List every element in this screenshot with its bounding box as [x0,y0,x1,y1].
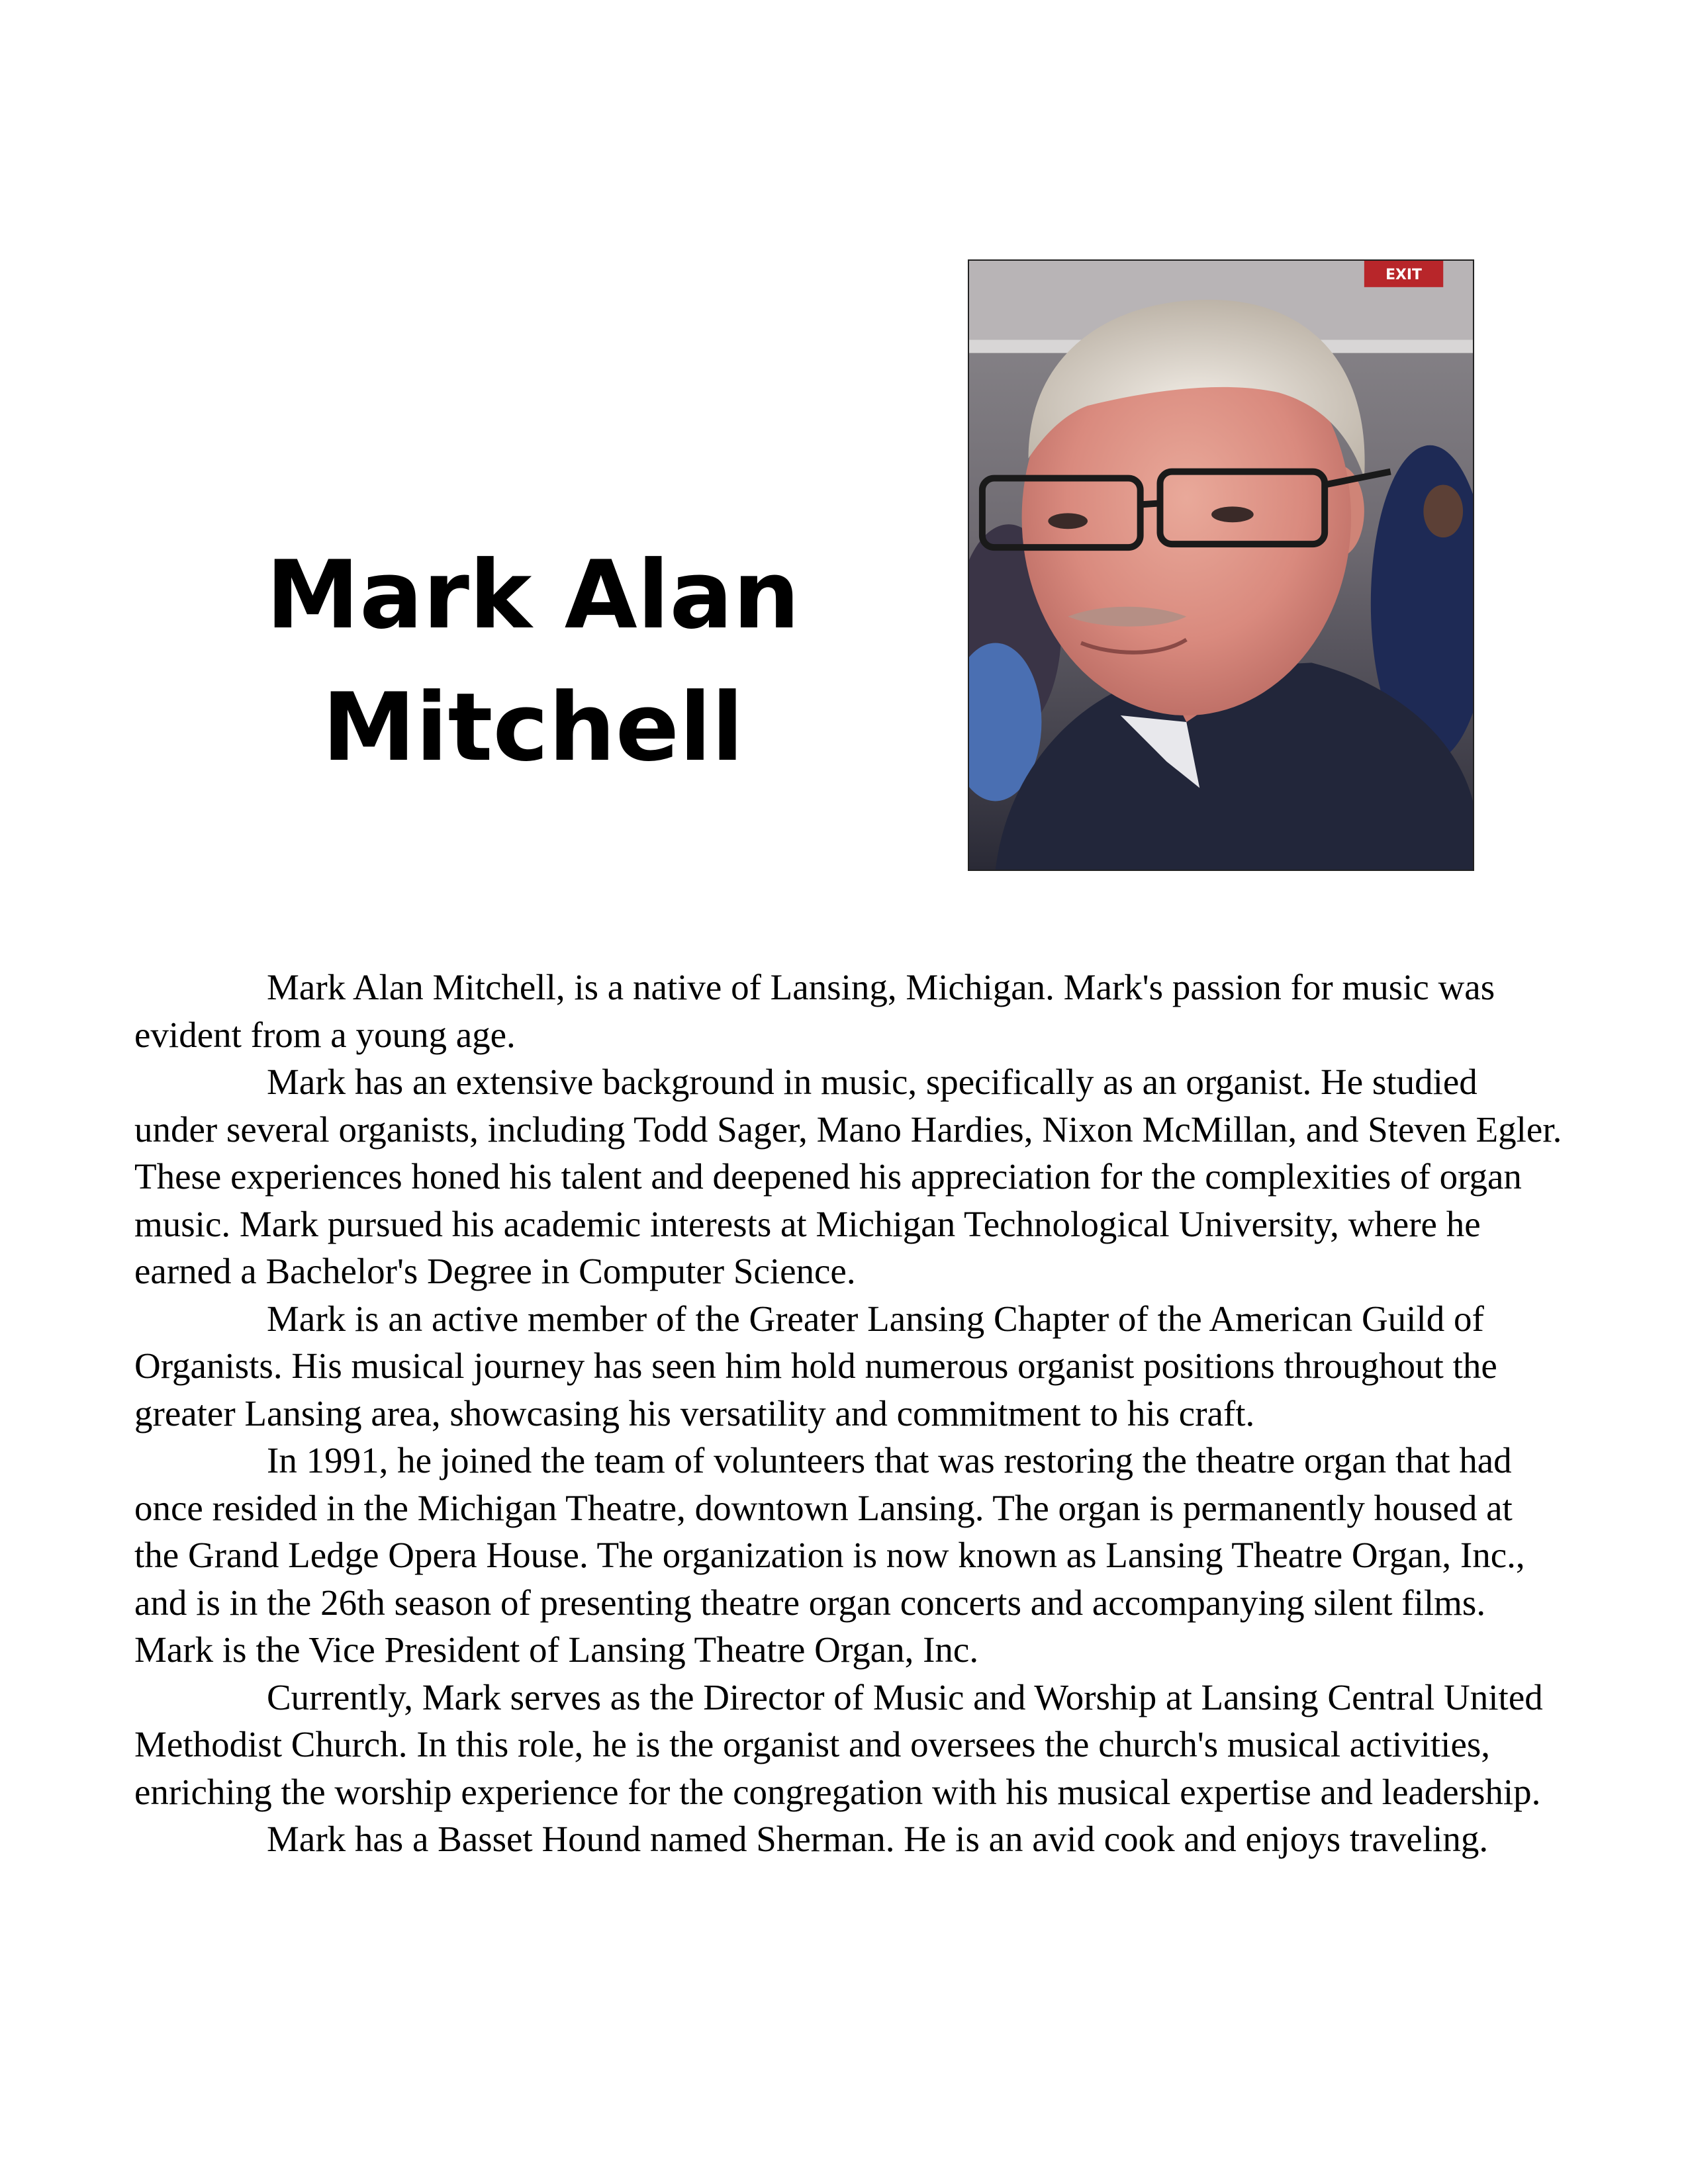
bio-paragraph: Mark Alan Mitchell, is a native of Lansing, Michigan. Mark's passion for music was evident from a young age. [134,967,1495,1055]
bio-paragraph: Mark has a Basset Hound named Sherman. He is an avid cook and enjoys traveling. [267,1819,1489,1859]
bio-paragraph: Mark is an active member of the Greater Lansing Chapter of the American Guild of Organists. His musical journey has seen him hold numerous organist positions throughout the greater Lansing area, showcasing his versatility and commitment to his craft. [134,1298,1497,1433]
bio-paragraph: Currently, Mark serves as the Director of Music and Worship at Lansing Central United Methodist Church. In this role, he is the organist and oversees the church's musical activities, enriching the worship experience for the congregation with his musical expertise and leadership. [134,1676,1543,1812]
bio-paragraph: In 1991, he joined the team of volunteers that was restoring the theatre organ that had once resided in the Michigan Theatre, downtown Lansing. The organ is permanently housed at the Grand Ledge Opera House. The organization is now known as Lansing Theatre Organ, Inc., and is in the 26th season of presenting theatre organ concerts and accompanying silent films. Mark is the Vice President of Lansing Theatre Organ, Inc. [134,1440,1525,1670]
bio-paragraph: Mark has an extensive background in music, specifically as an organist. He studied under several organists, including Todd Sager, Mano Hardies, Nixon McMillan, and Steven Egler. These experiences honed his talent and deepened his appreciation for the complexities of organ music. Mark pursued his academic interests at Michigan Technological University, where he earned a Bachelor's Degree in Computer Science. [134,1062,1562,1291]
title-line-2: Mitchell [322,673,744,782]
exit-sign-text: EXIT [1385,266,1422,283]
bio-text [134,964,1564,1863]
portrait-illustration [969,261,1473,870]
page-title [218,529,847,794]
portrait-photo [968,259,1474,871]
title-line-1: Mark Alan [265,541,800,650]
